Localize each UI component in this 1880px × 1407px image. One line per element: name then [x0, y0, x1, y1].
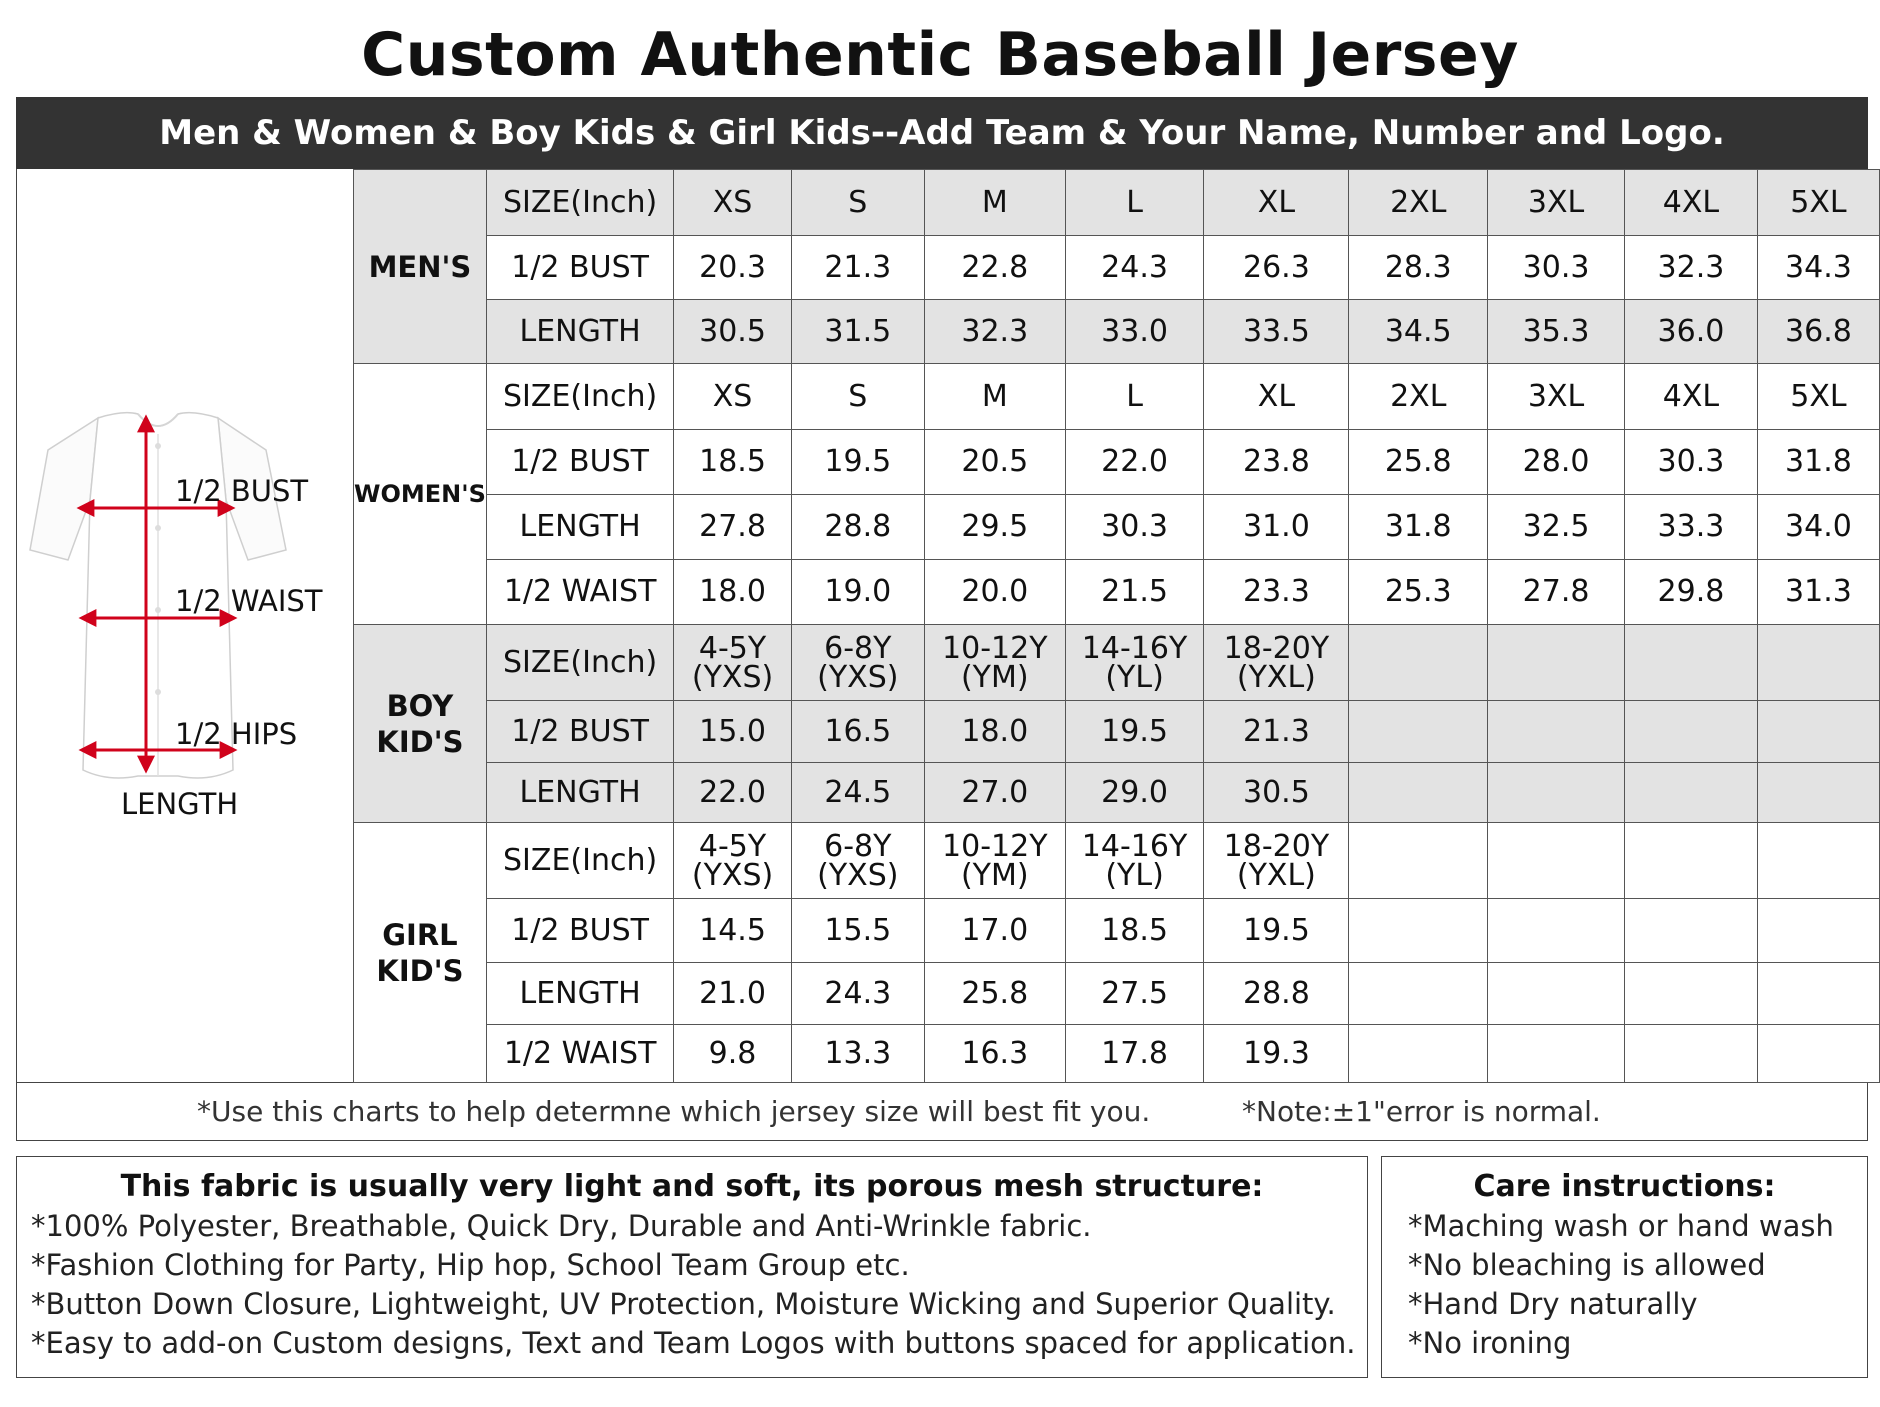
size-cell-line: 10-12Y — [942, 828, 1048, 864]
size-cell-line: (YXS) — [691, 857, 774, 893]
left-sleeve — [30, 418, 98, 560]
size-cell: XL — [1204, 170, 1349, 236]
size-cell: 18.5 — [674, 430, 791, 495]
label-length: LENGTH — [121, 787, 239, 821]
size-cell: 32.3 — [924, 300, 1065, 364]
size-cell: 16.5 — [791, 701, 924, 763]
size-cell: 22.0 — [1065, 430, 1204, 495]
size-cell — [1757, 963, 1879, 1025]
size-cell: 17.0 — [924, 899, 1065, 963]
size-cell — [1065, 823, 1204, 899]
error-note: *Note:±1"error is normal. — [1242, 1095, 1601, 1128]
size-cell: XS — [674, 364, 791, 430]
group-label: WOMEN'S — [354, 364, 487, 625]
size-cell: 28.3 — [1349, 236, 1488, 300]
size-cell — [1757, 701, 1879, 763]
size-cell: 35.3 — [1488, 300, 1625, 364]
size-row — [354, 430, 1880, 495]
size-cell: 24.3 — [791, 963, 924, 1025]
care-item: *No ironing — [1408, 1326, 1572, 1360]
size-cell: 34.0 — [1757, 495, 1879, 560]
size-cell: 25.3 — [1349, 560, 1488, 625]
care-heading: Care instructions: — [1473, 1169, 1776, 1204]
group-label — [354, 625, 487, 823]
size-cell — [1349, 823, 1488, 899]
row-label: LENGTH — [486, 963, 673, 1025]
size-cell: 27.0 — [924, 763, 1065, 823]
row-label: 1/2 BUST — [486, 430, 673, 495]
group-label: MEN'S — [354, 170, 487, 364]
size-cell — [1624, 701, 1757, 763]
group-label-line: BOY — [386, 688, 454, 723]
size-cell — [1757, 1025, 1879, 1083]
size-cell: 32.5 — [1488, 495, 1625, 560]
size-cell — [1624, 1025, 1757, 1083]
size-cell — [1488, 963, 1625, 1025]
size-row — [354, 625, 1880, 701]
banner: Men & Women & Boy Kids & Girl Kids--Add Team & Your Name, Number and Logo. — [16, 97, 1868, 169]
size-cell: L — [1065, 170, 1204, 236]
size-cell — [1757, 823, 1879, 899]
size-cell-line: (YXL) — [1236, 857, 1316, 893]
size-cell: 31.0 — [1204, 495, 1349, 560]
group-label — [354, 823, 487, 1083]
size-cell: 30.3 — [1624, 430, 1757, 495]
size-cell — [674, 823, 791, 899]
size-cell-line: (YXS) — [817, 659, 899, 695]
size-cell — [791, 823, 924, 899]
size-cell: 9.8 — [674, 1025, 791, 1083]
size-cell: S — [791, 170, 924, 236]
size-cell: 19.5 — [1065, 701, 1204, 763]
group-label-line: KID'S — [376, 724, 464, 759]
fabric-item: *Button Down Closure, Lightweight, UV Protection, Moisture Wicking and Superior Quality. — [31, 1287, 1336, 1321]
size-cell: 31.3 — [1757, 560, 1879, 625]
size-cell: 30.3 — [1065, 495, 1204, 560]
size-cell: 24.5 — [791, 763, 924, 823]
usage-note: *Use this charts to help determne which jersey size will best fit you. — [197, 1095, 1151, 1128]
size-cell: 34.5 — [1349, 300, 1488, 364]
row-label: LENGTH — [486, 495, 673, 560]
size-cell: L — [1065, 364, 1204, 430]
label-waist: 1/2 WAIST — [175, 584, 323, 618]
care-item: *Maching wash or hand wash — [1408, 1209, 1834, 1243]
size-table — [353, 169, 1880, 1083]
size-cell: 31.5 — [791, 300, 924, 364]
size-cell — [1624, 823, 1757, 899]
row-label: SIZE(Inch) — [486, 170, 673, 236]
size-cell — [1065, 625, 1204, 701]
size-cell-line: 14-16Y — [1081, 630, 1188, 666]
row-label: 1/2 BUST — [486, 701, 673, 763]
size-cell: 27.8 — [1488, 560, 1625, 625]
size-cell — [1349, 701, 1488, 763]
size-cell: 4XL — [1624, 364, 1757, 430]
care-item: *No bleaching is allowed — [1408, 1248, 1766, 1282]
size-cell: 30.5 — [674, 300, 791, 364]
row-label: 1/2 BUST — [486, 899, 673, 963]
size-cell: 28.0 — [1488, 430, 1625, 495]
size-cell: 20.3 — [674, 236, 791, 300]
size-cell: 21.3 — [1204, 701, 1349, 763]
fabric-box — [16, 1156, 1368, 1378]
size-cell — [1624, 625, 1757, 701]
size-cell — [1488, 701, 1625, 763]
size-row — [354, 236, 1880, 300]
size-cell — [1757, 625, 1879, 701]
size-cell: 18.5 — [1065, 899, 1204, 963]
size-cell: S — [791, 364, 924, 430]
size-cell: 18.0 — [674, 560, 791, 625]
label-bust: 1/2 BUST — [175, 474, 309, 508]
size-cell-line: 18-20Y — [1223, 630, 1330, 666]
size-cell: 27.8 — [674, 495, 791, 560]
size-row — [354, 763, 1880, 823]
size-cell: 18.0 — [924, 701, 1065, 763]
notes-row — [16, 1083, 1868, 1141]
size-cell: 2XL — [1349, 364, 1488, 430]
size-row — [354, 701, 1880, 763]
size-cell: 29.5 — [924, 495, 1065, 560]
size-cell-line: 6-8Y — [824, 630, 892, 666]
size-cell: 28.8 — [1204, 963, 1349, 1025]
size-cell: 25.8 — [924, 963, 1065, 1025]
size-row — [354, 300, 1880, 364]
size-cell: 21.3 — [791, 236, 924, 300]
size-row — [354, 495, 1880, 560]
size-cell: 33.5 — [1204, 300, 1349, 364]
size-cell-line: 18-20Y — [1223, 828, 1330, 864]
size-cell: 22.8 — [924, 236, 1065, 300]
size-cell — [1488, 899, 1625, 963]
size-cell — [1757, 763, 1879, 823]
size-cell: 22.0 — [674, 763, 791, 823]
row-label: LENGTH — [486, 300, 673, 364]
size-cell: XS — [674, 170, 791, 236]
row-label: SIZE(Inch) — [486, 364, 673, 430]
size-cell — [1204, 625, 1349, 701]
size-row — [354, 899, 1880, 963]
size-cell: 2XL — [1349, 170, 1488, 236]
size-cell: 29.0 — [1065, 763, 1204, 823]
size-cell: 4XL — [1624, 170, 1757, 236]
size-cell — [1349, 763, 1488, 823]
page-title: Custom Authentic Baseball Jersey — [361, 20, 1519, 90]
size-cell — [1488, 763, 1625, 823]
fabric-item: *Fashion Clothing for Party, Hip hop, School Team Group etc. — [31, 1248, 910, 1282]
size-cell — [1624, 899, 1757, 963]
size-cell: 16.3 — [924, 1025, 1065, 1083]
care-item: *Hand Dry naturally — [1408, 1287, 1698, 1321]
size-cell — [1757, 899, 1879, 963]
size-cell: 19.3 — [1204, 1025, 1349, 1083]
size-row — [354, 1025, 1880, 1083]
size-cell: 24.3 — [1065, 236, 1204, 300]
size-row — [354, 823, 1880, 899]
size-cell — [791, 625, 924, 701]
size-cell — [1488, 625, 1625, 701]
size-row — [354, 364, 1880, 430]
size-cell: 32.3 — [1624, 236, 1757, 300]
size-cell: 21.0 — [674, 963, 791, 1025]
size-cell-line: (YXS) — [817, 857, 899, 893]
size-row — [354, 560, 1880, 625]
size-cell: 19.0 — [791, 560, 924, 625]
size-cell: 26.3 — [1204, 236, 1349, 300]
size-cell: 17.8 — [1065, 1025, 1204, 1083]
size-cell-line: (YM) — [960, 659, 1029, 695]
size-cell: 3XL — [1488, 364, 1625, 430]
size-cell: 15.0 — [674, 701, 791, 763]
size-cell — [1488, 1025, 1625, 1083]
size-cell-line: (YL) — [1105, 659, 1164, 695]
size-cell: 30.5 — [1204, 763, 1349, 823]
size-cell: 21.5 — [1065, 560, 1204, 625]
size-cell — [1349, 899, 1488, 963]
row-label: 1/2 WAIST — [486, 1025, 673, 1083]
fabric-heading: This fabric is usually very light and soft, its porous mesh structure: — [120, 1169, 1264, 1204]
size-cell: 13.3 — [791, 1025, 924, 1083]
size-cell: 5XL — [1757, 170, 1879, 236]
row-label: 1/2 BUST — [486, 236, 673, 300]
size-cell: 15.5 — [791, 899, 924, 963]
size-cell-line: 4-5Y — [698, 630, 767, 666]
size-cell-line: (YM) — [960, 857, 1029, 893]
size-cell — [1624, 963, 1757, 1025]
size-cell-line: 4-5Y — [698, 828, 767, 864]
group-label-line: KID'S — [376, 953, 464, 988]
group-label-line: GIRL — [382, 917, 458, 952]
size-cell — [1349, 625, 1488, 701]
jersey-diagram — [28, 410, 348, 830]
size-cell: M — [924, 170, 1065, 236]
row-label: SIZE(Inch) — [486, 625, 673, 701]
size-cell — [924, 625, 1065, 701]
size-cell: 23.8 — [1204, 430, 1349, 495]
size-cell: 29.8 — [1624, 560, 1757, 625]
size-row — [354, 963, 1880, 1025]
size-cell: 19.5 — [1204, 899, 1349, 963]
size-cell: 28.8 — [791, 495, 924, 560]
size-cell: 31.8 — [1349, 495, 1488, 560]
size-cell: 34.3 — [1757, 236, 1879, 300]
size-cell: 27.5 — [1065, 963, 1204, 1025]
size-cell: 20.5 — [924, 430, 1065, 495]
size-cell: 33.3 — [1624, 495, 1757, 560]
size-cell: 30.3 — [1488, 236, 1625, 300]
size-cell: 31.8 — [1757, 430, 1879, 495]
size-cell: 36.0 — [1624, 300, 1757, 364]
size-row — [354, 170, 1880, 236]
size-cell — [924, 823, 1065, 899]
row-label: LENGTH — [486, 763, 673, 823]
label-hips: 1/2 HIPS — [175, 717, 298, 751]
size-cell: 25.8 — [1349, 430, 1488, 495]
size-cell — [1349, 963, 1488, 1025]
size-cell: 14.5 — [674, 899, 791, 963]
size-cell: 19.5 — [791, 430, 924, 495]
size-cell — [1624, 763, 1757, 823]
size-cell — [1349, 1025, 1488, 1083]
size-cell: 3XL — [1488, 170, 1625, 236]
size-cell-line: 10-12Y — [942, 630, 1048, 666]
size-cell: 5XL — [1757, 364, 1879, 430]
size-cell-line: 6-8Y — [824, 828, 892, 864]
row-label: SIZE(Inch) — [486, 823, 673, 899]
fabric-item: *Easy to add-on Custom designs, Text and Team Logos with buttons spaced for application. — [31, 1326, 1356, 1360]
size-cell-line: (YXS) — [691, 659, 774, 695]
size-cell: XL — [1204, 364, 1349, 430]
fabric-item: *100% Polyester, Breathable, Quick Dry, Durable and Anti-Wrinkle fabric. — [31, 1209, 1092, 1243]
size-cell: 33.0 — [1065, 300, 1204, 364]
size-cell: 36.8 — [1757, 300, 1879, 364]
size-cell — [1204, 823, 1349, 899]
size-cell: 23.3 — [1204, 560, 1349, 625]
size-cell — [1488, 823, 1625, 899]
size-cell-line: 14-16Y — [1081, 828, 1188, 864]
size-cell-line: (YL) — [1105, 857, 1164, 893]
size-cell-line: (YXL) — [1236, 659, 1316, 695]
size-cell: M — [924, 364, 1065, 430]
care-box — [1381, 1156, 1868, 1378]
row-label: 1/2 WAIST — [486, 560, 673, 625]
size-cell: 20.0 — [924, 560, 1065, 625]
size-cell — [674, 625, 791, 701]
